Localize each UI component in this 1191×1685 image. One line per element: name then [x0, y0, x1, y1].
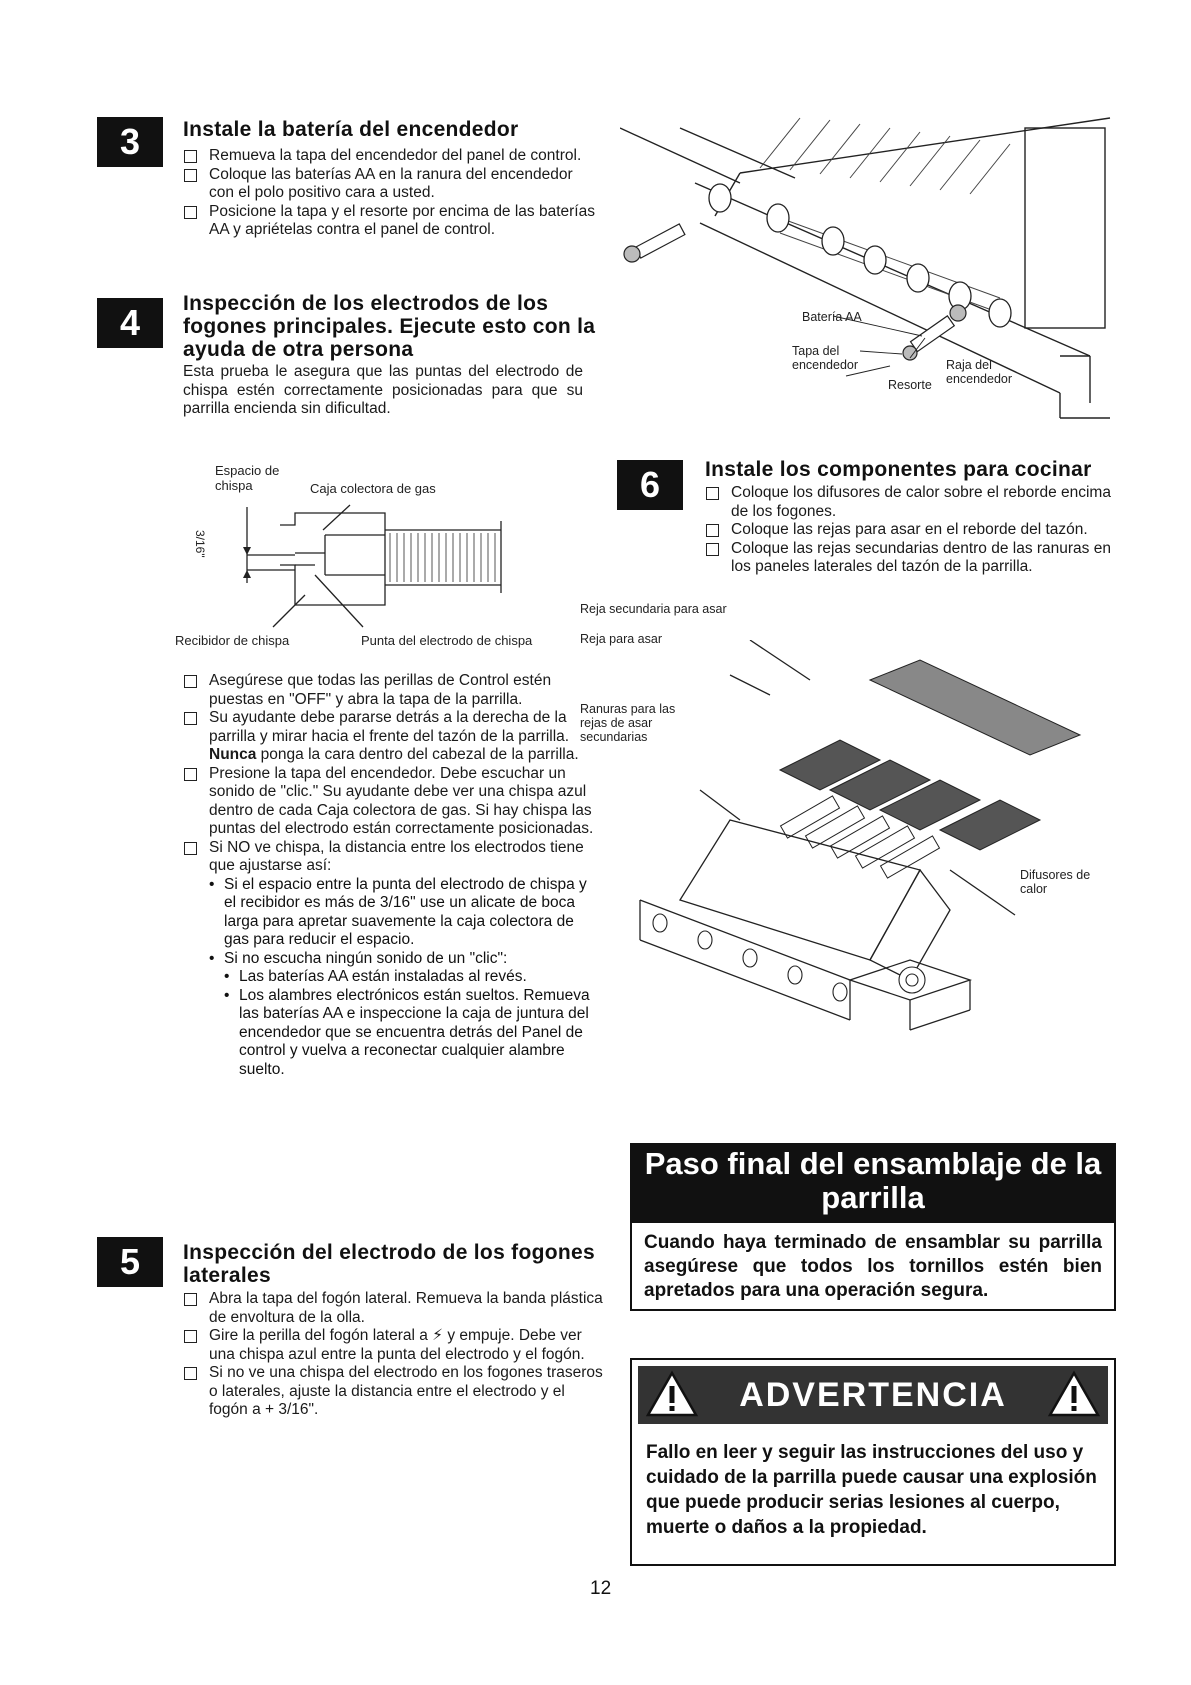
- label-ranuras: Ranuras para las rejas de asar secundarias: [580, 702, 676, 744]
- step-3-item: Coloque las baterías AA en la ranura del encendedor con el polo positivo cara a usted.: [183, 166, 597, 203]
- page-number: 12: [590, 1578, 612, 1599]
- step-5-number: 5: [119, 1241, 141, 1282]
- battery-figure: [620, 108, 1120, 453]
- step-4-title: Inspección de los electrodos de los fogones principales. Ejecute esto con la ayuda de otra persona: [183, 292, 596, 361]
- step-4-subbullet: • Los alambres electrónicos están sueltos. Remueva las baterías AA e inspeccione la caja de juntura del encendedor que se encuentra detrás del Panel de control y vuelva a reconectar cualquier alambre suelto.: [224, 987, 595, 1080]
- final-step-body: Cuando haya terminado de ensamblar su parrilla asegúrese que todos los tornillos estén bien apretados para una operación segura.: [644, 1232, 1102, 1301]
- step-5-item: Si no ve una chispa del electrodo en los fogones traseros o laterales, ajuste la distancia entre el electrodo y el fogón a + 3/16".: [183, 1364, 603, 1420]
- step-4-badge: [97, 298, 163, 348]
- step-5-item: Abra la tapa del fogón lateral. Remueva la banda plástica de envoltura de la olla.: [183, 1290, 603, 1327]
- label-punta: Punta del electrodo de chispa: [361, 633, 533, 648]
- grill-components-figure: [580, 602, 1120, 1040]
- step-4-bullet: • Si no escucha ningún sonido de un "clic":: [209, 950, 595, 969]
- step-6-number: 6: [639, 464, 661, 505]
- control-panel-drawing: [620, 108, 1120, 453]
- step-6-title: Instale los componentes para cocinar: [705, 458, 1092, 481]
- label-reja-secundaria: Reja secundaria para asar: [580, 602, 727, 616]
- step-4-item: Asegúrese que todas las perillas de Control estén puestas en "OFF" y abra la tapa de la parrilla.: [183, 672, 595, 709]
- spark-gap-drawing: [185, 455, 605, 650]
- label-tapa-encendedor: Tapa del encendedor: [792, 344, 859, 372]
- step-4-number: 4: [119, 302, 141, 343]
- label-raja-encendedor: Raja del encendedor: [946, 358, 1013, 386]
- final-step-title: Paso final del ensamblaje de la parrilla: [632, 1145, 1114, 1223]
- step-4-subbullet: • Las baterías AA están instaladas al revés.: [224, 968, 595, 987]
- step-4-bullets: [183, 876, 595, 1080]
- grill-drawing: [620, 640, 1120, 1040]
- label-difusores: Difusores de calor: [1020, 868, 1091, 896]
- step-6-item: Coloque los difusores de calor sobre el reborde encima de los fogones.: [705, 484, 1115, 521]
- label-bateria: Batería AA: [802, 310, 862, 324]
- spark-gap-diagram: [175, 455, 605, 650]
- step-5-title: Inspección del electrodo de los fogones laterales: [183, 1241, 595, 1287]
- step-4-item: Presione la tapa del encendedor. Debe escuchar un sonido de "clic." Su ayudante debe ver una chispa azul dentro de cada Caja colectora de gas. Si hay chispa las puntas del electrodo están correctamente posicionadas.: [183, 765, 595, 839]
- warning-title: ADVERTENCIA: [739, 1375, 1007, 1414]
- label-measure: 3/16": [193, 530, 207, 558]
- step-3-badge: [97, 117, 163, 167]
- step-5-item: Gire la perilla del fogón lateral a ⚡ y empuje. Debe ver una chispa azul entre la punta del electrodo y el fogón.: [183, 1327, 603, 1364]
- warning-header: [638, 1366, 1108, 1424]
- step-4-subbullets: [209, 968, 595, 1079]
- step-3-list: [183, 147, 597, 240]
- final-step-box: [630, 1143, 1116, 1311]
- step-4-list: [183, 672, 595, 1079]
- step-6-list: [705, 484, 1115, 577]
- step-4-item: Si NO ve chispa, la distancia entre los electrodos tiene que ajustarse así:: [183, 839, 595, 876]
- step-6-badge: [617, 460, 683, 510]
- label-reja-asar: Reja para asar: [580, 632, 662, 646]
- step-3-item: Posicione la tapa y el resorte por encima de las baterías AA y apriételas contra el panel de control.: [183, 203, 597, 240]
- warning-box: [630, 1358, 1116, 1566]
- warning-triangle-icon: [644, 1369, 700, 1419]
- step-4-intro: Esta prueba le asegura que las puntas del electrodo de chispa estén correctamente posicionadas para que su parrilla encienda sin dificultad.: [183, 363, 583, 417]
- step-3-title: Instale la batería del encendedor: [183, 118, 519, 141]
- step-5-list: [183, 1290, 603, 1420]
- step-4-bullet: • Si el espacio entre la punta del electrodo de chispa y el recibidor es más de 3/16" use un alicate de boca larga para apretar suavemente la caja colectora de gas para reducir el espacio.: [209, 876, 595, 950]
- warning-body: Fallo en leer y seguir las instrucciones del uso y cuidado de la parrilla puede causar una explosión que puede producir serias lesiones al cuerpo, muerte o daños a la propiedad.: [646, 1442, 1097, 1538]
- step-4-item2-rest: ponga la cara dentro del cabezal de la parrilla.: [256, 746, 579, 763]
- warning-triangle-icon: [1046, 1369, 1102, 1419]
- step-3-item: Remueva la tapa del encendedor del panel de control.: [183, 147, 597, 166]
- label-recibidor: Recibidor de chispa: [175, 633, 290, 648]
- step-5-badge: [97, 1237, 163, 1287]
- label-espacio-chispa: Espacio de chispa: [215, 463, 280, 493]
- step-4-item2-text: Su ayudante debe pararse detrás a la derecha de la parrilla y mirar hacia el frente del tazón de la parrilla.: [209, 709, 570, 745]
- step-6-item: Coloque las rejas secundarias dentro de las ranuras en los paneles laterales del tazón de la parrilla.: [705, 540, 1115, 577]
- step-4-item2-bold: Nunca: [209, 746, 257, 763]
- step-4-item: [183, 709, 595, 765]
- label-caja-colectora: Caja colectora de gas: [310, 481, 436, 496]
- label-resorte: Resorte: [888, 378, 932, 392]
- step-3-number: 3: [119, 121, 141, 162]
- step-6-item: Coloque las rejas para asar en el reborde del tazón.: [705, 521, 1115, 540]
